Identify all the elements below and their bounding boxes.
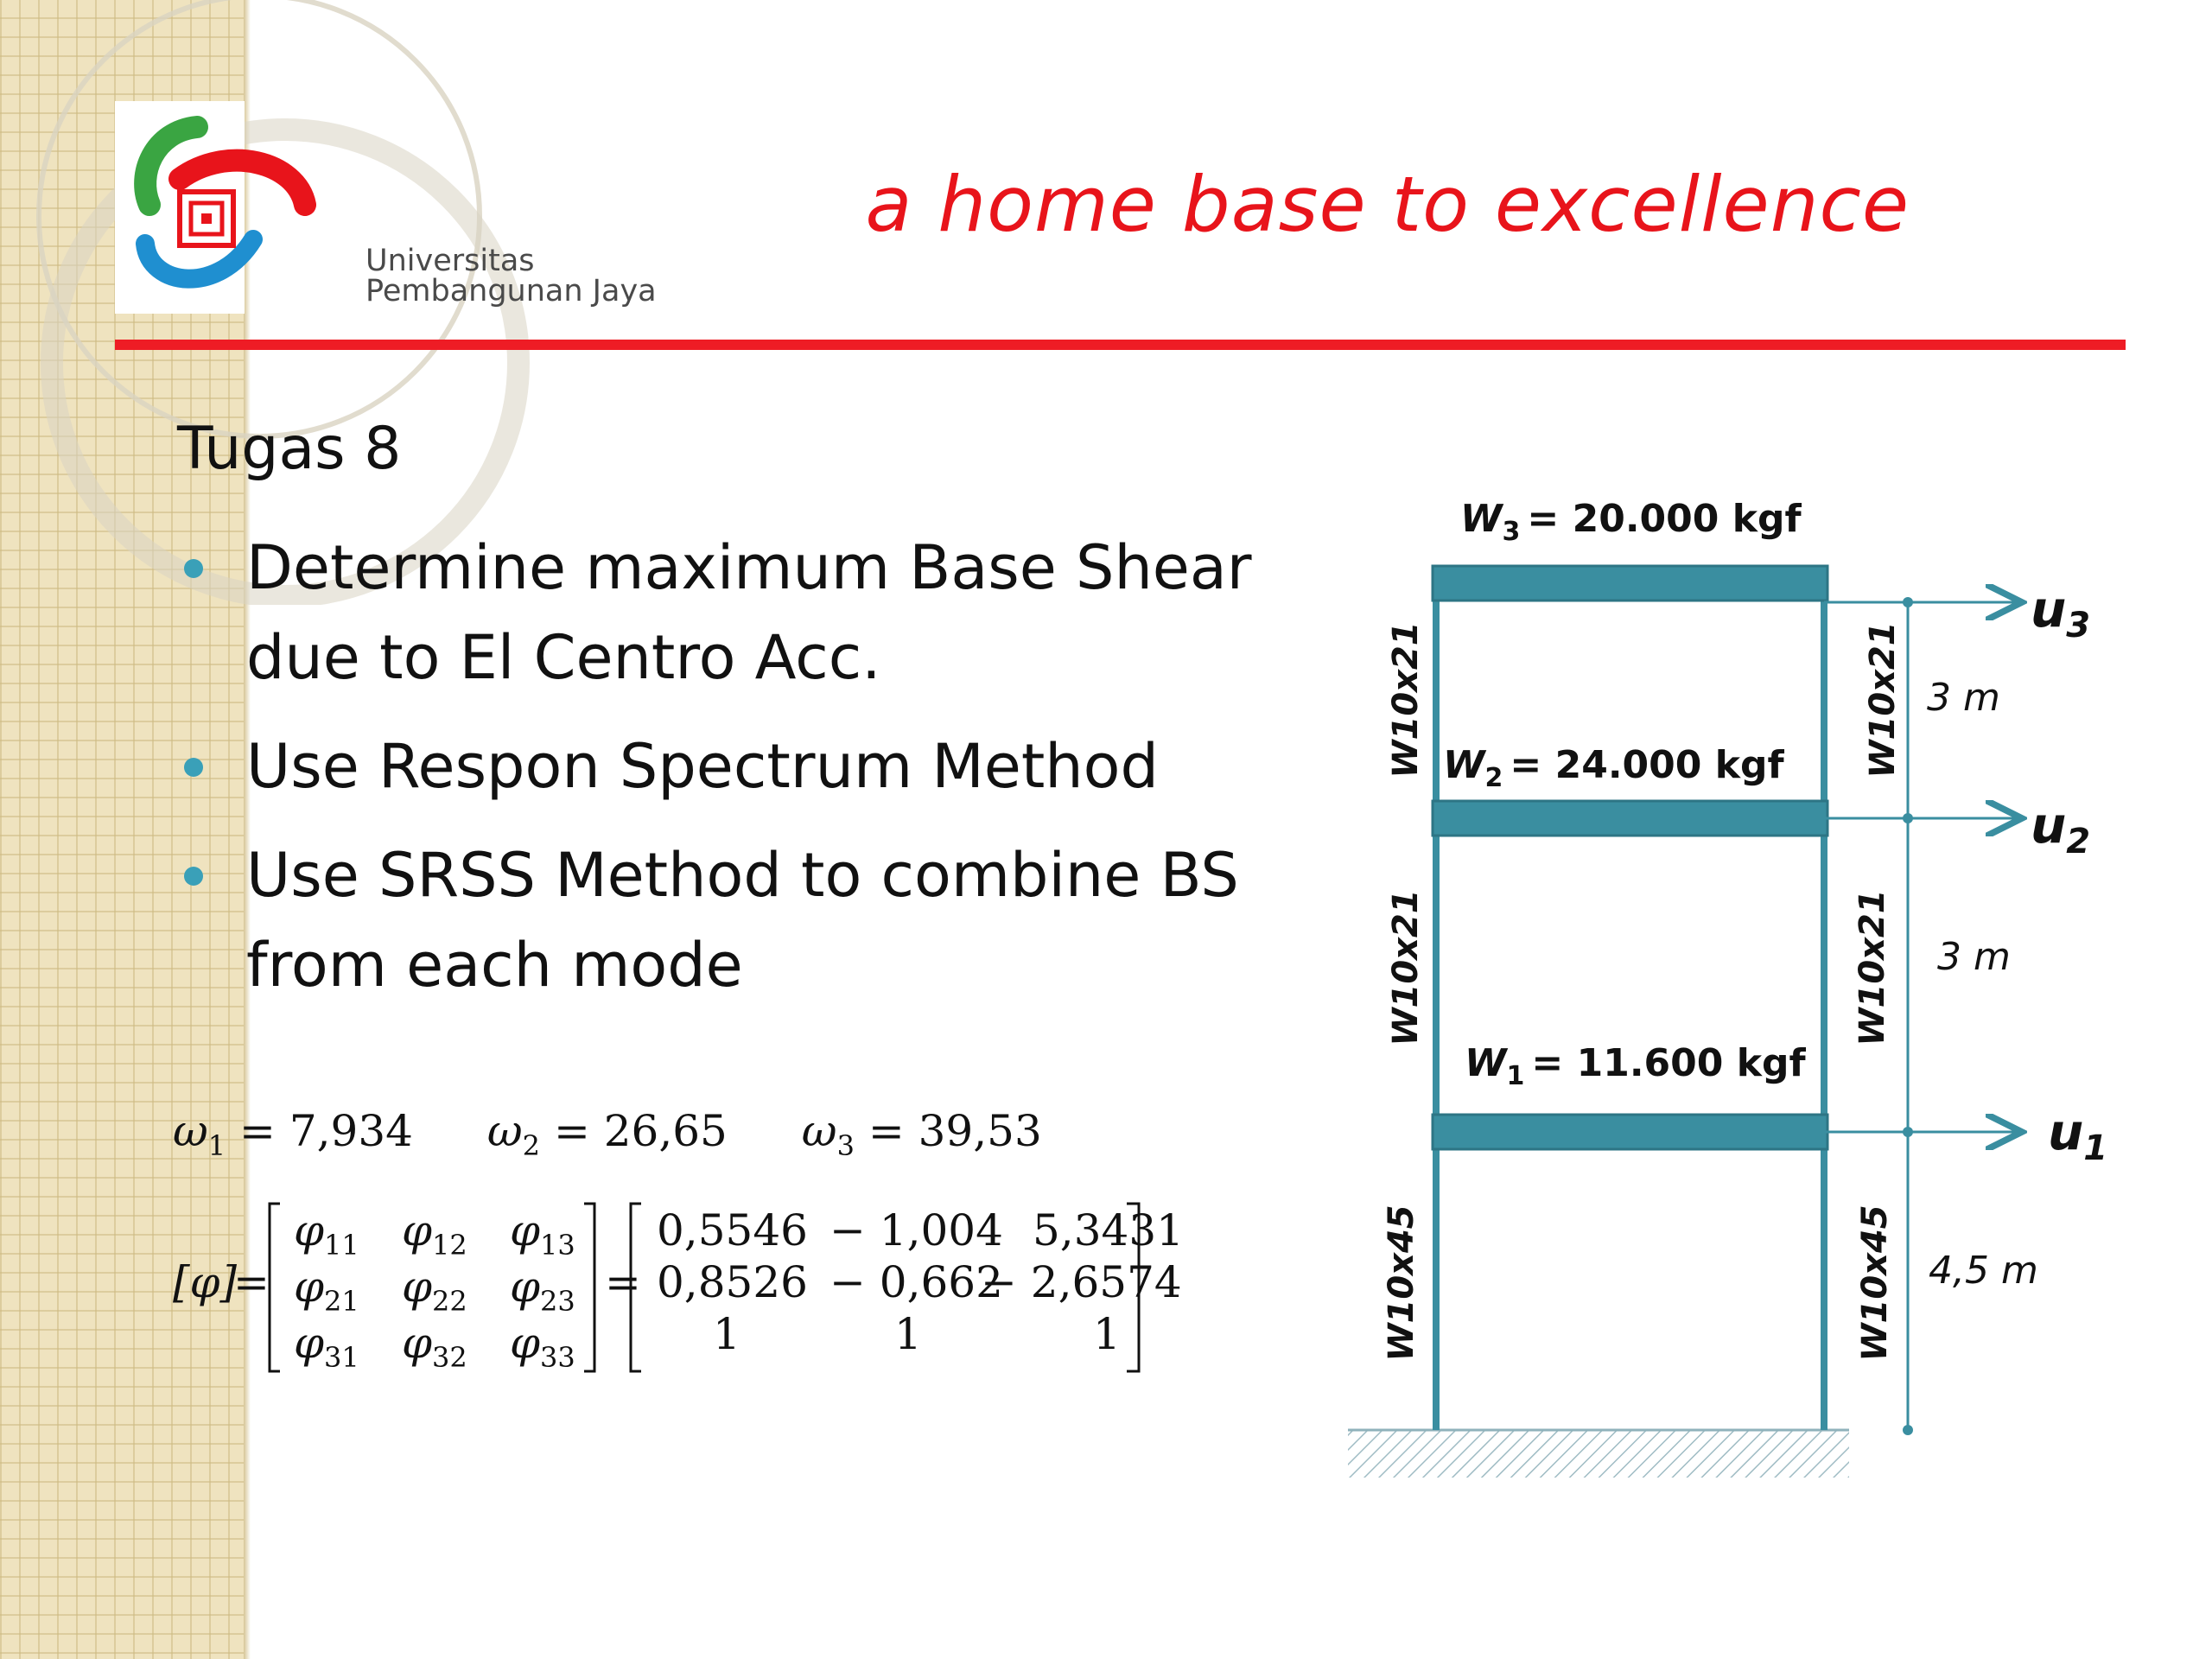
bullet-text: Determine maximum Base Shear due to El Centro Acc. xyxy=(246,532,1252,693)
u3-label: $u_3$ xyxy=(2031,580,2091,645)
phi-12: $\varphi_{12}$ xyxy=(402,1205,467,1262)
value-33: 1 xyxy=(1093,1309,1121,1359)
logo-emblem-icon xyxy=(115,101,331,314)
bullet-text: Use Respon Spectrum Method xyxy=(246,731,1159,802)
bullet-item xyxy=(177,523,1283,702)
slide-title: Tugas 8 xyxy=(177,415,402,483)
bullet-item xyxy=(177,721,1283,811)
phi-33: $\varphi_{33}$ xyxy=(510,1318,575,1374)
phi-11: $\varphi_{11}$ xyxy=(294,1205,359,1262)
floor-beam-3 xyxy=(1433,566,1827,601)
column-label-right-2: W10x21 xyxy=(1853,889,1892,1046)
dimension-node xyxy=(1903,1425,1913,1435)
phi-lhs: [φ] xyxy=(173,1257,238,1307)
floor-beam-1 xyxy=(1433,1115,1827,1149)
column-label-right-3: W10x21 xyxy=(1863,621,1903,779)
university-logo xyxy=(115,101,657,314)
column-label-right-1: W10x45 xyxy=(1855,1205,1895,1362)
logo-line-2: Pembangunan Jaya xyxy=(365,274,657,308)
header-divider xyxy=(115,340,2126,350)
equals-sign: = xyxy=(233,1257,270,1307)
bullet-dot-icon xyxy=(184,559,203,578)
column-label-left-3: W10x21 xyxy=(1386,621,1426,779)
omega-3: $\omega_3 = 39,53$ xyxy=(801,1106,1042,1162)
natural-frequencies xyxy=(173,1106,1103,1162)
bullet-dot-icon xyxy=(184,867,203,886)
phi-32: $\varphi_{32}$ xyxy=(402,1318,467,1374)
value-23: − 2,6574 xyxy=(981,1257,1182,1307)
value-11: 0,5546 xyxy=(657,1205,808,1255)
tagline: a home base to excellence xyxy=(865,160,1910,249)
equals-sign: = xyxy=(605,1257,641,1307)
logo-line-1: Universitas xyxy=(365,244,535,278)
bullet-dot-icon xyxy=(184,758,203,777)
shear-frame-diagram xyxy=(1331,484,2108,1503)
bullet-text: Use SRSS Method to combine BS from each mode xyxy=(246,840,1239,1001)
story-height-1: 4,5 m xyxy=(1929,1249,2038,1293)
value-13: 5,3431 xyxy=(1033,1205,1184,1255)
story-height-3: 3 m xyxy=(1927,676,2000,720)
value-12: − 1,004 xyxy=(830,1205,1003,1255)
bullet-item xyxy=(177,830,1283,1010)
phi-31: $\varphi_{31}$ xyxy=(294,1318,359,1374)
phi-21: $\varphi_{21}$ xyxy=(294,1262,359,1318)
w3-label: $W_3 = 20.000$ kgf xyxy=(1460,497,1802,547)
mode-shape-matrix xyxy=(173,1188,1244,1387)
column-label-left-1: W10x45 xyxy=(1382,1205,1421,1362)
value-22: − 0,662 xyxy=(830,1257,1003,1307)
value-21: 0,8526 xyxy=(657,1257,808,1307)
u1-label: $u_1$ xyxy=(2048,1103,2108,1168)
ground-hatch xyxy=(1348,1430,1849,1478)
floor-beam-2 xyxy=(1433,801,1827,836)
value-31: 1 xyxy=(713,1309,741,1359)
phi-13: $\varphi_{13}$ xyxy=(510,1205,575,1262)
w1-label: $W_1 = 11.600$ kgf xyxy=(1465,1041,1806,1091)
omega-1: $\omega_1 = 7,934$ xyxy=(173,1106,413,1162)
value-32: 1 xyxy=(894,1309,922,1359)
bullet-list xyxy=(177,523,1283,1029)
story-height-2: 3 m xyxy=(1937,935,2011,979)
omega-2: $\omega_2 = 26,65$ xyxy=(486,1106,728,1162)
u2-label: $u_2$ xyxy=(2031,796,2091,861)
w2-label: $W_2 = 24.000$ kgf xyxy=(1443,743,1784,793)
phi-23: $\varphi_{23}$ xyxy=(510,1262,575,1318)
column-label-left-2: W10x21 xyxy=(1386,889,1426,1046)
phi-22: $\varphi_{22}$ xyxy=(402,1262,467,1318)
